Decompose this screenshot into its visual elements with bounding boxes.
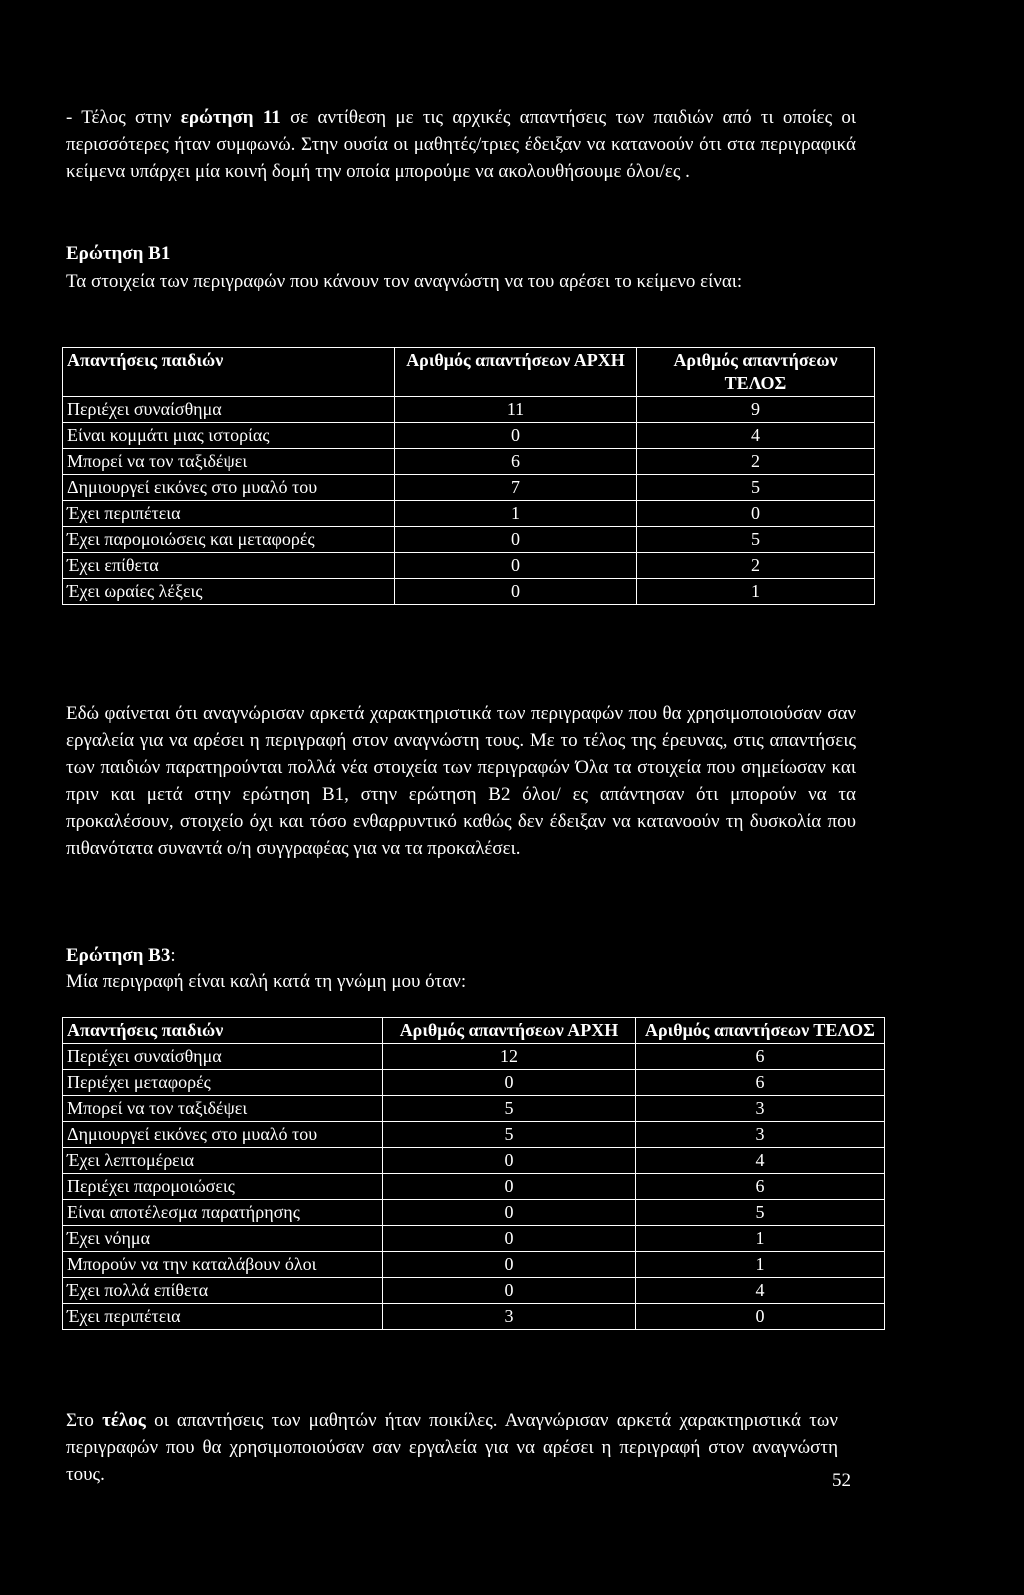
table-row xyxy=(63,1044,885,1070)
conclusion-paragraph xyxy=(66,1407,838,1488)
answer-cell: Δημιουργεί εικόνες στο μυαλό του xyxy=(63,475,395,501)
count-end-cell: 5 xyxy=(637,475,875,501)
table-row xyxy=(63,527,875,553)
count-start-cell: 1 xyxy=(395,501,637,527)
count-start-cell: 0 xyxy=(395,579,637,605)
count-end-cell: 2 xyxy=(637,553,875,579)
count-start-cell: 12 xyxy=(383,1044,636,1070)
count-start-cell: 0 xyxy=(383,1278,636,1304)
table-row xyxy=(63,553,875,579)
answer-cell: Έχει ωραίες λέξεις xyxy=(63,579,395,605)
count-start-cell: 11 xyxy=(395,397,637,423)
table-row xyxy=(63,1226,885,1252)
conclusion-rest: οι απαντήσεις των μαθητών ήταν ποικίλες. Αναγνώρισαν αρκετά χαρακτηριστικά των περιγραφών που θα χρησιμοποιούσαν σαν εργαλεία για να αρέσει η περιγραφή στον αναγνώστη τους. xyxy=(66,1410,838,1485)
count-end-cell: 3 xyxy=(636,1096,885,1122)
count-end-cell: 1 xyxy=(636,1252,885,1278)
count-end-cell: 2 xyxy=(637,449,875,475)
count-end-cell: 6 xyxy=(636,1174,885,1200)
count-end-cell: 4 xyxy=(636,1278,885,1304)
table-header-row xyxy=(63,1018,885,1044)
table-b1 xyxy=(62,347,875,605)
table-row xyxy=(63,397,875,423)
header-count-start: Αριθμός απαντήσεων ΑΡΧΗ xyxy=(395,348,637,397)
answer-cell: Μπορεί να τον ταξιδέψει xyxy=(63,1096,383,1122)
count-start-cell: 0 xyxy=(395,553,637,579)
count-start-cell: 0 xyxy=(383,1070,636,1096)
table-row xyxy=(63,1304,885,1330)
answer-cell: Έχει νόημα xyxy=(63,1226,383,1252)
section-b1-subtitle: Τα στοιχεία των περιγραφών που κάνουν τον αναγνώστη να του αρέσει το κείμενο είναι: xyxy=(66,271,743,292)
conclusion-prefix: Στο xyxy=(66,1410,103,1431)
answer-cell: Περιέχει συναίσθημα xyxy=(63,397,395,423)
table-header-row xyxy=(63,348,875,397)
count-start-cell: 0 xyxy=(383,1174,636,1200)
count-end-cell: 0 xyxy=(636,1304,885,1330)
conclusion-bold-term: τέλος xyxy=(102,1410,146,1431)
count-start-cell: 6 xyxy=(395,449,637,475)
count-end-cell: 1 xyxy=(636,1226,885,1252)
count-start-cell: 5 xyxy=(383,1096,636,1122)
answer-cell: Περιέχει παρομοιώσεις xyxy=(63,1174,383,1200)
count-end-cell: 5 xyxy=(637,527,875,553)
intro-bold-term: ερώτηση 11 xyxy=(180,107,281,128)
answer-cell: Έχει περιπέτεια xyxy=(63,501,395,527)
discussion-paragraph: Εδώ φαίνεται ότι αναγνώρισαν αρκετά χαρακτηριστικά των περιγραφών που θα χρησιμοποιούσαν σαν εργαλεία για να αρέσει η περιγραφή στον αναγνώστη τους. Με το τέλος της έρευνας, στις απαντήσεις των παιδιών παρατηρούνται πολλά νέα στοιχεία των περιγραφών Όλα τα στοιχεία που σημείωσαν και πριν και μετά στην ερώτηση Β1, στην ερώτηση Β2 όλοι/ ες απάντησαν ότι μπορούν να τα προκαλέσουν, στοιχείο όχι και τόσο ενθαρρυντικό καθώς δεν έδειξαν να κατανοούν τη δυσκολία που πιθανότατα συναντά ο/η συγγραφέας για να τα προκαλέσει. xyxy=(66,703,856,859)
table-row xyxy=(63,1148,885,1174)
intro-rest: σε αντίθεση με τις αρχικές απαντήσεις των παιδιών από τι οποίες οι περισσότερες ήταν συμφωνώ. Στην ουσία οι μαθητές/τριες έδειξαν να κατανοούν ότι στα περιγραφικά κείμενα υπάρχει μία κοινή δομή την οποία μπορούμε να ακολουθήσουμε όλοι/ες . xyxy=(66,107,856,182)
header-count-start: Αριθμός απαντήσεων ΑΡΧΗ xyxy=(383,1018,636,1044)
table-row xyxy=(63,579,875,605)
table-row xyxy=(63,1096,885,1122)
table-row xyxy=(63,1122,885,1148)
count-start-cell: 5 xyxy=(383,1122,636,1148)
intro-paragraph xyxy=(66,104,856,185)
count-end-cell: 1 xyxy=(637,579,875,605)
count-end-cell: 6 xyxy=(636,1070,885,1096)
count-start-cell: 0 xyxy=(383,1148,636,1174)
header-count-end: Αριθμός απαντήσεων ΤΕΛΟΣ xyxy=(636,1018,885,1044)
count-start-cell: 0 xyxy=(395,423,637,449)
answer-cell: Είναι κομμάτι μιας ιστορίας xyxy=(63,423,395,449)
count-start-cell: 0 xyxy=(395,527,637,553)
table-row xyxy=(63,1070,885,1096)
table-row xyxy=(63,1174,885,1200)
count-end-cell: 6 xyxy=(636,1044,885,1070)
answer-cell: Έχει λεπτομέρεια xyxy=(63,1148,383,1174)
answer-cell: Έχει επίθετα xyxy=(63,553,395,579)
answer-cell: Μπορούν να την καταλάβουν όλοι xyxy=(63,1252,383,1278)
answer-cell: Έχει περιπέτεια xyxy=(63,1304,383,1330)
answer-cell: Έχει πολλά επίθετα xyxy=(63,1278,383,1304)
page-number: 52 xyxy=(832,1470,851,1491)
count-start-cell: 3 xyxy=(383,1304,636,1330)
count-start-cell: 0 xyxy=(383,1200,636,1226)
answer-cell: Περιέχει μεταφορές xyxy=(63,1070,383,1096)
section-b3-heading xyxy=(66,942,176,969)
section-b3-heading-suffix: : xyxy=(170,945,176,966)
count-start-cell: 7 xyxy=(395,475,637,501)
table-row xyxy=(63,1252,885,1278)
section-b3-heading-text: Ερώτηση Β3 xyxy=(66,945,171,966)
table-row xyxy=(63,449,875,475)
header-answers: Απαντήσεις παιδιών xyxy=(63,348,395,397)
count-end-cell: 0 xyxy=(637,501,875,527)
answer-cell: Είναι αποτέλεσμα παρατήρησης xyxy=(63,1200,383,1226)
count-end-cell: 4 xyxy=(637,423,875,449)
table-row xyxy=(63,1278,885,1304)
table-row xyxy=(63,501,875,527)
answer-cell: Μπορεί να τον ταξιδέψει xyxy=(63,449,395,475)
count-end-cell: 3 xyxy=(636,1122,885,1148)
table-row xyxy=(63,475,875,501)
table-row xyxy=(63,423,875,449)
table-b3 xyxy=(62,1017,885,1330)
count-end-cell: 5 xyxy=(636,1200,885,1226)
intro-prefix: - Τέλος στην xyxy=(66,107,181,128)
section-b3-subtitle: Μία περιγραφή είναι καλή κατά τη γνώμη μου όταν: xyxy=(66,971,467,992)
count-start-cell: 0 xyxy=(383,1226,636,1252)
header-answers: Απαντήσεις παιδιών xyxy=(63,1018,383,1044)
count-start-cell: 0 xyxy=(383,1252,636,1278)
table-row xyxy=(63,1200,885,1226)
answer-cell: Περιέχει συναίσθημα xyxy=(63,1044,383,1070)
count-end-cell: 4 xyxy=(636,1148,885,1174)
header-count-end: Αριθμός απαντήσεων ΤΕΛΟΣ xyxy=(637,348,875,397)
section-b1-heading: Ερώτηση Β1 xyxy=(66,243,171,264)
answer-cell: Έχει παρομοιώσεις και μεταφορές xyxy=(63,527,395,553)
count-end-cell: 9 xyxy=(637,397,875,423)
answer-cell: Δημιουργεί εικόνες στο μυαλό του xyxy=(63,1122,383,1148)
